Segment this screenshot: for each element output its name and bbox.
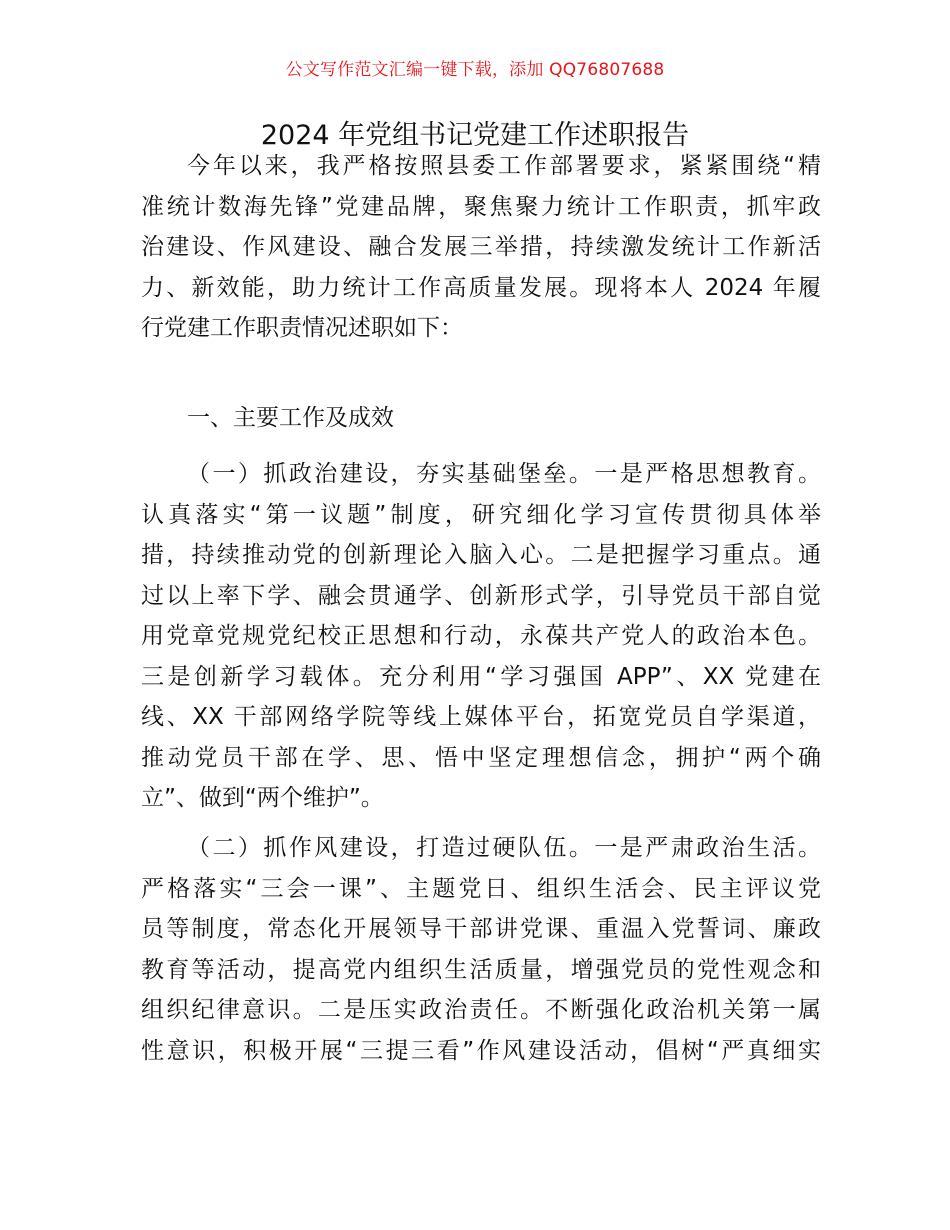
document-title: 2024 年党组书记党建工作述职报告 [260,120,690,151]
paragraph-line: 线、XX 干部网络学院等线上媒体平台，拓宽党员自学渠道， [141,704,821,730]
paragraph-line: 用党章党规党纪校正思想和行动，永葆共产党人的政治本色。 [141,623,821,649]
paragraph-line: 力、新效能，助力统计工作高质量发展。现将本人 2024 年履 [141,274,821,301]
section-heading-text: 一、主要工作及成效 [187,405,394,431]
paragraph-line: 性意识，积极开展“三提三看”作风建设活动，倡树“严真细实 [141,1037,821,1064]
section-heading [141,398,821,439]
intro-paragraph [141,146,821,349]
work-style-paragraph [141,828,821,1071]
paragraph-line: 措，持续推动党的创新理论入脑入心。二是把握学习重点。通 [141,542,821,568]
political-construction-paragraph [141,454,821,819]
paragraph-line: 推动党员干部在学、思、悟中坚定理想信念，拥护“两个确 [141,744,821,771]
paragraph-line: 准统计数海先锋”党建品牌，聚焦聚力统计工作职责，抓牢政 [141,193,821,220]
paragraph-line: 认真落实“第一议题”制度，研究细化学习宣传贯彻具体举 [141,501,821,528]
paragraph-line: 教育等活动，提高党内组织生活质量，增强党员的党性观念和 [141,956,821,983]
paragraph-line: （一）抓政治建设，夯实基础堡垒。一是严格思想教育。 [187,461,821,487]
download-banner[interactable]: 公文写作范文汇编一键下载，添加 QQ76807688 [285,60,665,80]
paragraph-line: 员等制度，常态化开展领导干部讲党课、重温入党誓词、廉政 [141,916,821,942]
paragraph-line: 今年以来，我严格按照县委工作部署要求，紧紧围绕“精 [187,153,821,179]
paragraph-line: 过以上率下学、融会贯通学、创新形式学，引导党员干部自觉 [141,582,821,609]
paragraph-line: 治建设、作风建设、融合发展三举措，持续激发统计工作新活 [141,234,821,260]
paragraph-line: （二）抓作风建设，打造过硬队伍。一是严肃政治生活。 [187,835,821,861]
paragraph-line: 组织纪律意识。二是压实政治责任。不断强化政治机关第一属 [141,997,821,1023]
paragraph-line: 行党建工作职责情况述职如下： [141,315,463,341]
paragraph-line: 严格落实“三会一课”、主题党日、组织生活会、民主评议党 [141,875,821,902]
paragraph-line: 立”、做到“两个维护”。 [141,785,384,811]
paragraph-line: 三是创新学习载体。充分利用“学习强国 APP”、XX 党建在 [141,663,821,690]
